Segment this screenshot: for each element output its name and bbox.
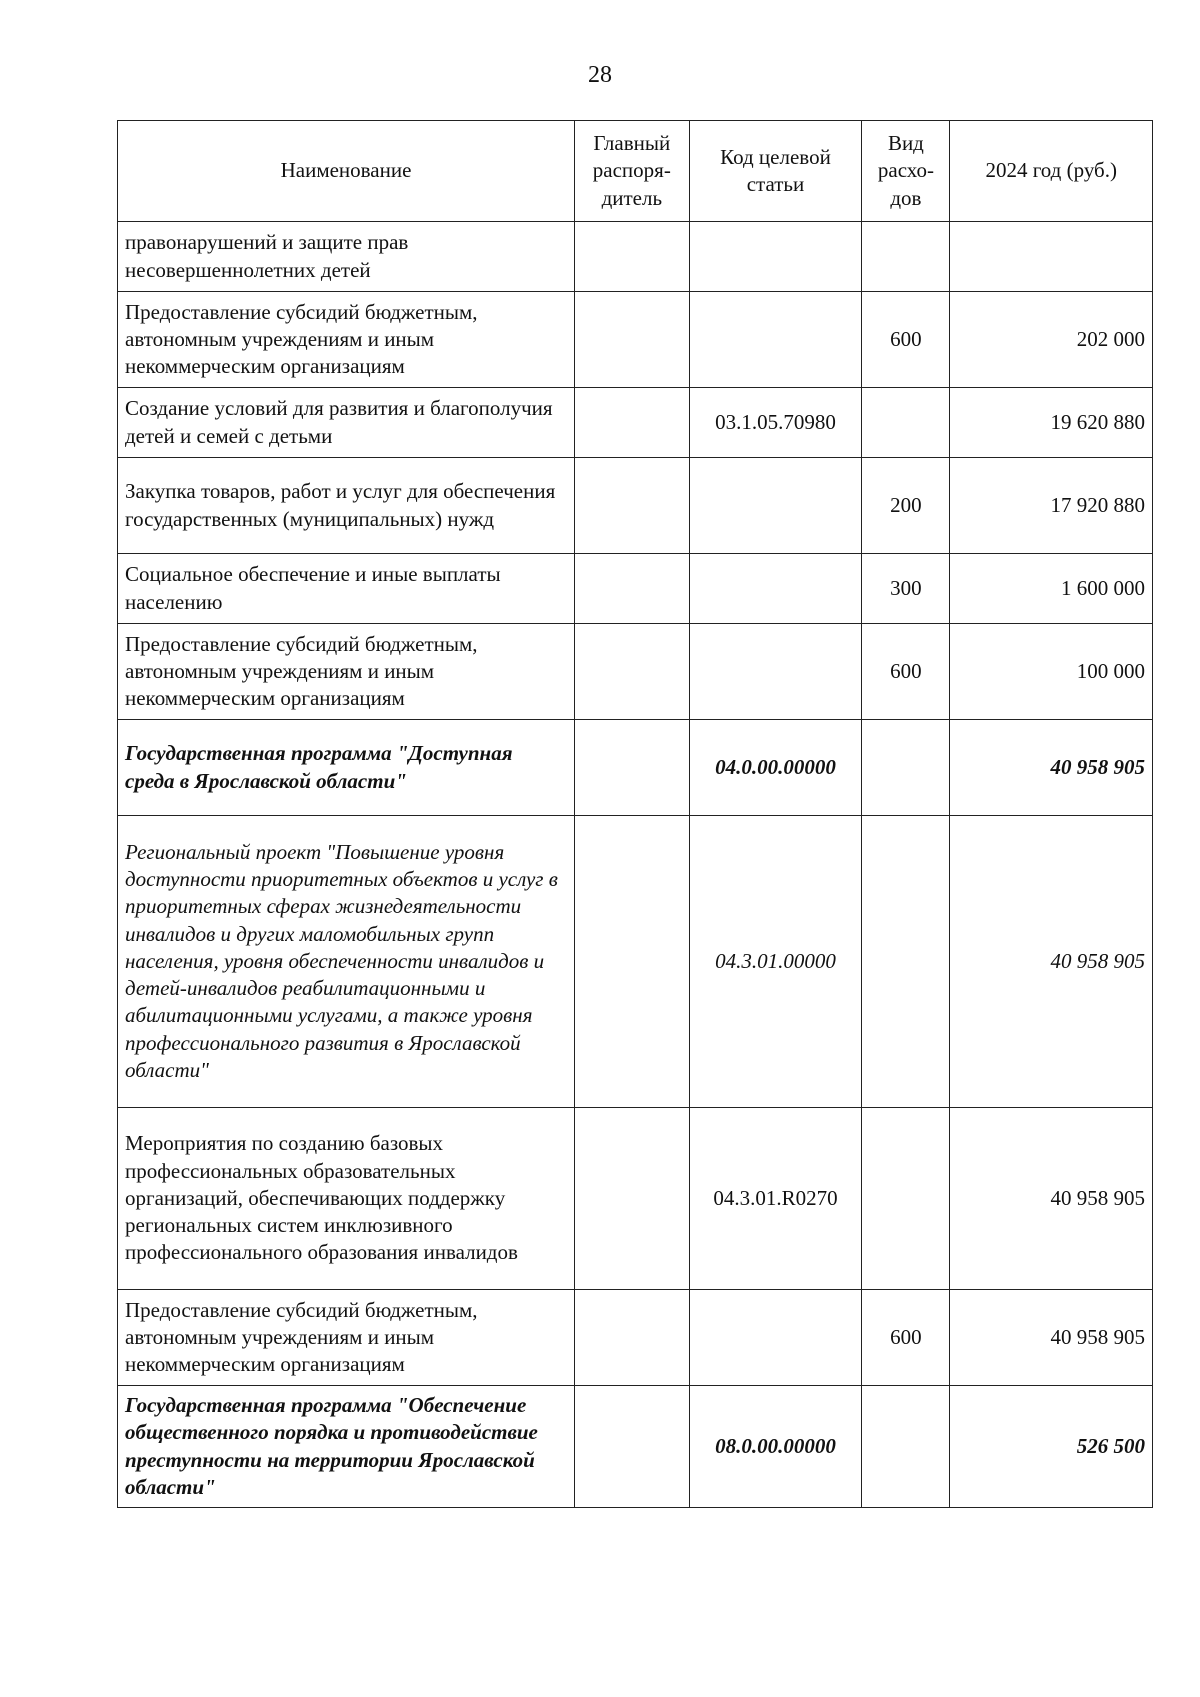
- header-amount: 2024 год (руб.): [950, 121, 1153, 222]
- row-type: [862, 222, 950, 292]
- row-chief: [575, 554, 690, 624]
- row-code: [689, 222, 862, 292]
- row-amount: 526 500: [950, 1386, 1153, 1508]
- row-chief: [575, 388, 690, 458]
- row-type: 600: [862, 624, 950, 720]
- row-code: [689, 554, 862, 624]
- row-chief: [575, 222, 690, 292]
- table-row: [118, 458, 1153, 554]
- row-name: Закупка товаров, работ и услуг для обеспечения государственных (муниципальных) нужд: [118, 458, 575, 554]
- header-chief: Главный распоря-дитель: [575, 121, 690, 222]
- table-row: [118, 624, 1153, 720]
- header-name: Наименование: [118, 121, 575, 222]
- row-name: Создание условий для развития и благополучия детей и семей с детьми: [118, 388, 575, 458]
- row-code: [689, 292, 862, 388]
- row-chief: [575, 720, 690, 816]
- row-name: Социальное обеспечение и иные выплаты населению: [118, 554, 575, 624]
- page-number: 28: [588, 62, 612, 88]
- row-code: 04.3.01.00000: [689, 816, 862, 1108]
- row-code: 03.1.05.70980: [689, 388, 862, 458]
- row-code: [689, 458, 862, 554]
- table-row: [118, 1290, 1153, 1386]
- row-chief: [575, 1108, 690, 1290]
- row-amount: 40 958 905: [950, 816, 1153, 1108]
- row-code: 08.0.00.00000: [689, 1386, 862, 1508]
- row-code: [689, 624, 862, 720]
- table-row: [118, 292, 1153, 388]
- row-amount: [950, 222, 1153, 292]
- row-amount: 40 958 905: [950, 720, 1153, 816]
- table-row: [118, 388, 1153, 458]
- row-code: 04.0.00.00000: [689, 720, 862, 816]
- row-chief: [575, 816, 690, 1108]
- row-name: Региональный проект "Повышение уровня доступности приоритетных объектов и услуг в приоритетных сферах жизнедеятельности инвалидов и других маломобильных групп населения, уровня обеспеченности инвалидов и детей-инвалидов реабилитационными и абилитационными услугами, а также уровня профессионального развития в Ярославской области": [118, 816, 575, 1108]
- row-amount: 19 620 880: [950, 388, 1153, 458]
- row-type: 300: [862, 554, 950, 624]
- row-chief: [575, 292, 690, 388]
- row-type: [862, 1386, 950, 1508]
- row-chief: [575, 1290, 690, 1386]
- row-code: [689, 1290, 862, 1386]
- row-name: Мероприятия по созданию базовых профессиональных образовательных организаций, обеспечивающих поддержку региональных систем инклюзивного профессионального образования инвалидов: [118, 1108, 575, 1290]
- row-amount: 202 000: [950, 292, 1153, 388]
- row-type: [862, 1108, 950, 1290]
- row-chief: [575, 458, 690, 554]
- table-row-program: [118, 720, 1153, 816]
- row-amount: 17 920 880: [950, 458, 1153, 554]
- table-row: [118, 1108, 1153, 1290]
- row-name: Предоставление субсидий бюджетным, автономным учреждениям и иным некоммерческим организациям: [118, 292, 575, 388]
- row-code: 04.3.01.R0270: [689, 1108, 862, 1290]
- row-amount: 40 958 905: [950, 1290, 1153, 1386]
- row-type: [862, 816, 950, 1108]
- table-row: [118, 554, 1153, 624]
- row-amount: 1 600 000: [950, 554, 1153, 624]
- row-type: 200: [862, 458, 950, 554]
- row-name: Государственная программа "Обеспечение общественного порядка и противодействие преступности на территории Ярославской области": [118, 1386, 575, 1508]
- row-chief: [575, 1386, 690, 1508]
- row-name: правонарушений и защите прав несовершеннолетних детей: [118, 222, 575, 292]
- budget-table: [117, 120, 1153, 1508]
- table-row: [118, 222, 1153, 292]
- row-type: 600: [862, 1290, 950, 1386]
- row-chief: [575, 624, 690, 720]
- row-type: 600: [862, 292, 950, 388]
- row-type: [862, 388, 950, 458]
- row-name: Предоставление субсидий бюджетным, автономным учреждениям и иным некоммерческим организациям: [118, 624, 575, 720]
- row-name: Предоставление субсидий бюджетным, автономным учреждениям и иным некоммерческим организациям: [118, 1290, 575, 1386]
- row-amount: 100 000: [950, 624, 1153, 720]
- header-type: Вид расхо-дов: [862, 121, 950, 222]
- row-type: [862, 720, 950, 816]
- table-header-row: [118, 121, 1153, 222]
- table-row-program: [118, 1386, 1153, 1508]
- row-amount: 40 958 905: [950, 1108, 1153, 1290]
- header-code: Код целевой статьи: [689, 121, 862, 222]
- row-name: Государственная программа "Доступная среда в Ярославской области": [118, 720, 575, 816]
- table-row-project: [118, 816, 1153, 1108]
